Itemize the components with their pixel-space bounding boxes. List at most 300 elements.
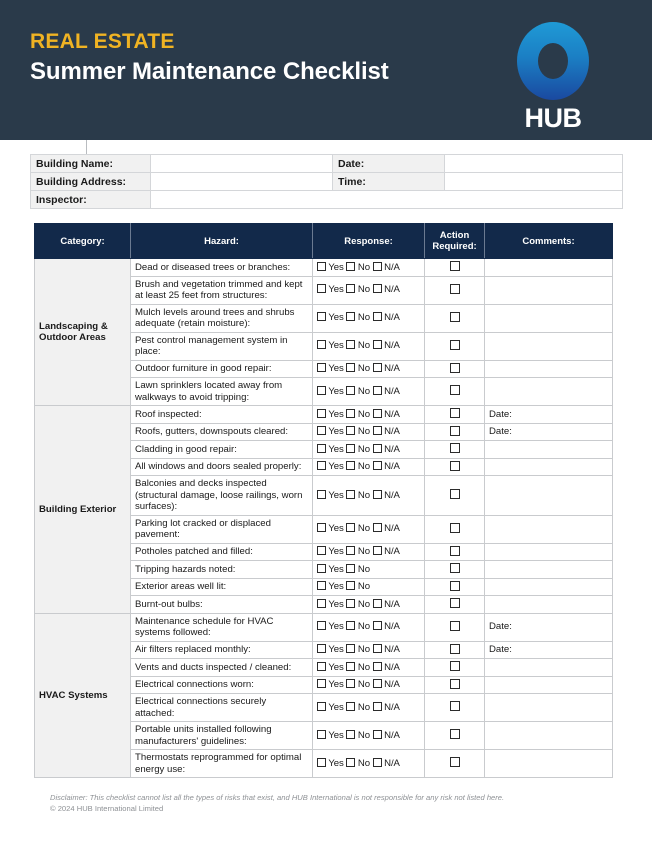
action-required-cell[interactable] bbox=[425, 676, 485, 694]
checkbox-icon[interactable] bbox=[317, 444, 326, 453]
checkbox-icon[interactable] bbox=[450, 679, 460, 689]
response-option-label: No bbox=[355, 661, 370, 673]
response-option-label: N/A bbox=[381, 757, 400, 769]
hazard-label: Parking lot cracked or displaced pavement: bbox=[131, 515, 313, 543]
checkbox-icon[interactable] bbox=[317, 312, 326, 321]
checkbox-icon[interactable] bbox=[346, 730, 355, 739]
response-option-no[interactable] bbox=[346, 426, 370, 437]
checkbox-icon[interactable] bbox=[346, 621, 355, 630]
response-option-no[interactable] bbox=[346, 702, 370, 713]
checkbox-icon[interactable] bbox=[317, 409, 326, 418]
checkbox-icon[interactable] bbox=[346, 702, 355, 711]
response-option-yes[interactable] bbox=[317, 386, 344, 397]
hazard-label: Burnt-out bulbs: bbox=[131, 596, 313, 614]
response-option-na[interactable] bbox=[373, 284, 400, 295]
response-cell bbox=[313, 458, 425, 476]
checkbox-icon[interactable] bbox=[450, 523, 460, 533]
action-required-cell[interactable] bbox=[425, 613, 485, 641]
checkbox-icon[interactable] bbox=[346, 461, 355, 470]
response-option-yes[interactable] bbox=[317, 284, 344, 295]
response-option-label: No bbox=[355, 563, 370, 575]
action-required-cell[interactable] bbox=[425, 694, 485, 722]
hazard-label: Electrical connections securely attached: bbox=[131, 694, 313, 722]
action-required-cell[interactable] bbox=[425, 406, 485, 424]
category-cell: HVAC Systems bbox=[35, 613, 131, 778]
action-required-cell[interactable] bbox=[425, 515, 485, 543]
checkbox-icon[interactable] bbox=[450, 385, 460, 395]
hazard-label: Tripping hazards noted: bbox=[131, 561, 313, 579]
response-option-no[interactable] bbox=[346, 546, 370, 557]
response-option-no[interactable] bbox=[346, 444, 370, 455]
checkbox-icon[interactable] bbox=[346, 262, 355, 271]
checkbox-icon[interactable] bbox=[450, 443, 460, 453]
hazard-label: Outdoor furniture in good repair: bbox=[131, 360, 313, 378]
comments-cell[interactable] bbox=[485, 694, 613, 722]
column-header-response: Response: bbox=[313, 224, 425, 259]
checkbox-icon[interactable] bbox=[373, 461, 382, 470]
response-cell bbox=[313, 543, 425, 561]
checkbox-icon[interactable] bbox=[373, 363, 382, 372]
comments-cell[interactable] bbox=[485, 458, 613, 476]
action-required-cell[interactable] bbox=[425, 578, 485, 596]
checkbox-icon[interactable] bbox=[373, 662, 382, 671]
checkbox-icon[interactable] bbox=[450, 757, 460, 767]
response-option-yes[interactable] bbox=[317, 409, 344, 420]
response-option-na[interactable] bbox=[373, 409, 400, 420]
checkbox-icon[interactable] bbox=[450, 489, 460, 499]
table-row bbox=[31, 155, 623, 173]
action-required-cell[interactable] bbox=[425, 750, 485, 778]
response-option-na[interactable] bbox=[373, 312, 400, 323]
action-required-cell[interactable] bbox=[425, 360, 485, 378]
building-name-input[interactable] bbox=[151, 155, 333, 173]
response-option-label: Yes bbox=[326, 729, 344, 741]
building-address-label: Building Address: bbox=[31, 173, 151, 191]
response-option-label: No bbox=[355, 523, 370, 535]
response-option-na[interactable] bbox=[373, 702, 400, 713]
action-required-cell[interactable] bbox=[425, 304, 485, 332]
response-option-label: N/A bbox=[381, 546, 400, 557]
response-option-label: No bbox=[355, 340, 370, 352]
checkbox-icon[interactable] bbox=[450, 408, 460, 418]
response-cell bbox=[313, 578, 425, 596]
response-option-label: No bbox=[355, 443, 370, 455]
comments-cell[interactable]: Date: bbox=[485, 406, 613, 424]
response-option-label: N/A bbox=[381, 729, 400, 741]
checkbox-icon[interactable] bbox=[317, 284, 326, 293]
response-option-no[interactable] bbox=[346, 409, 370, 420]
comments-cell[interactable] bbox=[485, 259, 613, 277]
hub-ring-icon bbox=[517, 22, 589, 100]
checkbox-icon[interactable] bbox=[450, 701, 460, 711]
comments-cell[interactable] bbox=[485, 596, 613, 614]
comments-cell[interactable] bbox=[485, 332, 613, 360]
response-option-na[interactable] bbox=[373, 758, 400, 769]
response-option-label: N/A bbox=[381, 385, 400, 397]
comments-cell[interactable] bbox=[485, 578, 613, 596]
comments-cell[interactable] bbox=[485, 304, 613, 332]
response-option-label: N/A bbox=[381, 598, 400, 610]
action-required-cell[interactable] bbox=[425, 259, 485, 277]
action-required-cell[interactable] bbox=[425, 332, 485, 360]
hazard-label: Roof inspected: bbox=[131, 406, 313, 424]
action-required-cell[interactable] bbox=[425, 378, 485, 406]
checkbox-icon[interactable] bbox=[346, 444, 355, 453]
action-required-cell[interactable] bbox=[425, 561, 485, 579]
checkbox-icon[interactable] bbox=[317, 662, 326, 671]
inspector-label: Inspector: bbox=[31, 191, 151, 209]
response-option-label: Yes bbox=[326, 443, 344, 455]
checkbox-icon[interactable] bbox=[450, 563, 460, 573]
checkbox-icon[interactable] bbox=[317, 581, 326, 590]
response-option-yes[interactable] bbox=[317, 312, 344, 323]
response-option-label: Yes bbox=[326, 523, 344, 535]
comments-cell[interactable]: Date: bbox=[485, 613, 613, 641]
checkbox-icon[interactable] bbox=[346, 386, 355, 395]
checkbox-icon[interactable] bbox=[317, 679, 326, 688]
response-option-label: Yes bbox=[326, 340, 344, 352]
checkbox-icon[interactable] bbox=[317, 564, 326, 573]
response-option-yes[interactable] bbox=[317, 461, 344, 472]
response-option-no[interactable] bbox=[346, 599, 370, 610]
action-required-cell[interactable] bbox=[425, 596, 485, 614]
response-option-na[interactable] bbox=[373, 340, 400, 351]
checkbox-icon[interactable] bbox=[346, 340, 355, 349]
response-option-label: Yes bbox=[326, 701, 344, 713]
response-option-label: N/A bbox=[381, 523, 400, 535]
response-option-no[interactable] bbox=[346, 340, 370, 351]
response-option-label: No bbox=[355, 261, 370, 273]
checkbox-icon[interactable] bbox=[346, 662, 355, 671]
response-option-label: Yes bbox=[326, 461, 344, 472]
checkbox-icon[interactable] bbox=[373, 312, 382, 321]
comments-cell[interactable] bbox=[485, 515, 613, 543]
response-option-no[interactable] bbox=[346, 662, 370, 673]
response-option-na[interactable] bbox=[373, 730, 400, 741]
header-eyebrow: REAL ESTATE bbox=[30, 30, 175, 53]
checkbox-icon[interactable] bbox=[450, 661, 460, 671]
checkbox-icon[interactable] bbox=[450, 363, 460, 373]
response-option-label: N/A bbox=[381, 363, 400, 374]
checkbox-icon[interactable] bbox=[450, 729, 460, 739]
response-option-no[interactable] bbox=[346, 262, 370, 273]
response-option-na[interactable] bbox=[373, 679, 400, 690]
response-option-yes[interactable] bbox=[317, 662, 344, 673]
comments-cell[interactable] bbox=[485, 659, 613, 677]
hazard-label: Brush and vegetation trimmed and kept at least 25 feet from structures: bbox=[131, 276, 313, 304]
checkbox-icon[interactable] bbox=[317, 490, 326, 499]
response-option-yes[interactable] bbox=[317, 730, 344, 741]
checkbox-icon[interactable] bbox=[346, 523, 355, 532]
building-address-input[interactable] bbox=[151, 173, 333, 191]
response-option-label: No bbox=[355, 644, 370, 655]
comments-cell[interactable] bbox=[485, 441, 613, 459]
response-option-label: No bbox=[355, 312, 370, 324]
checkbox-icon[interactable] bbox=[317, 461, 326, 470]
response-cell bbox=[313, 659, 425, 677]
comments-cell[interactable]: Date: bbox=[485, 423, 613, 441]
hazard-label: Balconies and decks inspected (structural damage, loose railings, worn surfaces): bbox=[131, 476, 313, 516]
comments-cell[interactable] bbox=[485, 561, 613, 579]
response-option-label: N/A bbox=[381, 644, 400, 655]
response-option-no[interactable] bbox=[346, 490, 370, 501]
checkbox-icon[interactable] bbox=[450, 284, 460, 294]
response-option-yes[interactable] bbox=[317, 644, 344, 655]
hazard-label: Thermostats reprogrammed for optimal energy use: bbox=[131, 750, 313, 778]
checkbox-icon[interactable] bbox=[346, 363, 355, 372]
comments-cell[interactable] bbox=[485, 676, 613, 694]
checkbox-icon[interactable] bbox=[317, 730, 326, 739]
response-option-yes[interactable] bbox=[317, 581, 344, 592]
response-option-no[interactable] bbox=[346, 730, 370, 741]
response-option-no[interactable] bbox=[346, 564, 370, 575]
response-option-label: No bbox=[355, 598, 370, 610]
checkbox-icon[interactable] bbox=[373, 444, 382, 453]
response-option-no[interactable] bbox=[346, 363, 370, 374]
hub-logo-wordmark: HUB bbox=[524, 103, 582, 133]
inspection-info-table bbox=[30, 154, 623, 209]
response-option-label: N/A bbox=[381, 408, 400, 420]
response-option-label: Yes bbox=[326, 621, 344, 633]
checkbox-icon[interactable] bbox=[317, 546, 326, 555]
action-required-cell[interactable] bbox=[425, 659, 485, 677]
response-option-yes[interactable] bbox=[317, 490, 344, 501]
checkbox-icon[interactable] bbox=[346, 426, 355, 435]
checkbox-icon[interactable] bbox=[317, 758, 326, 767]
response-option-yes[interactable] bbox=[317, 679, 344, 690]
response-option-yes[interactable] bbox=[317, 523, 344, 534]
response-option-label: N/A bbox=[381, 679, 400, 690]
comments-cell[interactable] bbox=[485, 750, 613, 778]
comments-cell[interactable] bbox=[485, 378, 613, 406]
checkbox-icon[interactable] bbox=[317, 386, 326, 395]
response-option-no[interactable] bbox=[346, 284, 370, 295]
response-option-label: No bbox=[355, 461, 370, 472]
column-header-category: Category: bbox=[35, 224, 131, 259]
response-option-yes[interactable] bbox=[317, 564, 344, 575]
maintenance-checklist-table bbox=[34, 223, 613, 778]
footer-disclaimer-block bbox=[30, 792, 622, 814]
response-cell bbox=[313, 332, 425, 360]
response-option-no[interactable] bbox=[346, 523, 370, 534]
hazard-label: Vents and ducts inspected / cleaned: bbox=[131, 659, 313, 677]
checkbox-icon[interactable] bbox=[373, 679, 382, 688]
comments-cell[interactable]: Date: bbox=[485, 641, 613, 659]
checkbox-icon[interactable] bbox=[373, 490, 382, 499]
checkbox-icon[interactable] bbox=[450, 340, 460, 350]
response-option-label: No bbox=[355, 408, 370, 420]
action-required-cell[interactable] bbox=[425, 458, 485, 476]
response-option-yes[interactable] bbox=[317, 426, 344, 437]
response-option-na[interactable] bbox=[373, 426, 400, 437]
response-option-yes[interactable] bbox=[317, 702, 344, 713]
category-cell: Landscaping & Outdoor Areas bbox=[35, 259, 131, 406]
checkbox-icon[interactable] bbox=[450, 581, 460, 591]
checkbox-icon[interactable] bbox=[373, 702, 382, 711]
response-cell bbox=[313, 276, 425, 304]
checkbox-icon[interactable] bbox=[346, 581, 355, 590]
response-option-label: Yes bbox=[326, 644, 344, 655]
checkbox-icon[interactable] bbox=[450, 426, 460, 436]
response-option-no[interactable] bbox=[346, 621, 370, 632]
response-option-na[interactable] bbox=[373, 461, 400, 472]
response-option-no[interactable] bbox=[346, 386, 370, 397]
checkbox-icon[interactable] bbox=[373, 730, 382, 739]
response-option-label: No bbox=[355, 679, 370, 690]
response-option-label: No bbox=[355, 546, 370, 557]
response-option-na[interactable] bbox=[373, 490, 400, 501]
time-input[interactable] bbox=[445, 173, 623, 191]
response-option-label: Yes bbox=[326, 408, 344, 420]
response-option-na[interactable] bbox=[373, 262, 400, 273]
inspector-input[interactable] bbox=[151, 191, 623, 209]
checkbox-icon[interactable] bbox=[450, 644, 460, 654]
checkbox-icon[interactable] bbox=[317, 599, 326, 608]
checkbox-icon[interactable] bbox=[450, 546, 460, 556]
checkbox-icon[interactable] bbox=[346, 679, 355, 688]
checkbox-icon[interactable] bbox=[317, 363, 326, 372]
response-cell bbox=[313, 304, 425, 332]
response-option-label: No bbox=[355, 757, 370, 769]
checkbox-icon[interactable] bbox=[450, 312, 460, 322]
checkbox-icon[interactable] bbox=[373, 758, 382, 767]
action-required-cell[interactable] bbox=[425, 722, 485, 750]
response-option-label: No bbox=[355, 621, 370, 633]
checkbox-icon[interactable] bbox=[450, 461, 460, 471]
checkbox-icon[interactable] bbox=[373, 644, 382, 653]
page-body bbox=[0, 140, 652, 814]
checkbox-icon[interactable] bbox=[450, 598, 460, 608]
response-option-label: Yes bbox=[326, 284, 344, 296]
checkbox-icon[interactable] bbox=[373, 621, 382, 630]
response-option-na[interactable] bbox=[373, 621, 400, 632]
checkbox-icon[interactable] bbox=[373, 284, 382, 293]
response-cell bbox=[313, 561, 425, 579]
response-option-yes[interactable] bbox=[317, 758, 344, 769]
disclaimer-text: Disclaimer: This checklist cannot list all the types of risks that exist, and HUB International is not responsible for any risk not listed here. bbox=[50, 793, 505, 802]
table-row bbox=[31, 191, 623, 209]
checkbox-icon[interactable] bbox=[317, 426, 326, 435]
response-option-yes[interactable] bbox=[317, 262, 344, 273]
action-required-cell[interactable] bbox=[425, 543, 485, 561]
action-required-cell[interactable] bbox=[425, 476, 485, 516]
response-option-label: Yes bbox=[326, 489, 344, 501]
response-option-label: No bbox=[355, 489, 370, 501]
response-option-label: No bbox=[355, 426, 370, 437]
checkbox-icon[interactable] bbox=[373, 409, 382, 418]
checkbox-icon[interactable] bbox=[346, 546, 355, 555]
hazard-label: Mulch levels around trees and shrubs adequate (retain moisture): bbox=[131, 304, 313, 332]
response-cell bbox=[313, 259, 425, 277]
response-option-no[interactable] bbox=[346, 581, 370, 592]
checkbox-icon[interactable] bbox=[346, 490, 355, 499]
decorative-tick-mark bbox=[86, 140, 87, 154]
page-title: Summer Maintenance Checklist bbox=[30, 58, 389, 85]
checkbox-icon[interactable] bbox=[373, 546, 382, 555]
action-required-cell[interactable] bbox=[425, 441, 485, 459]
response-option-no[interactable] bbox=[346, 679, 370, 690]
checkbox-icon[interactable] bbox=[317, 644, 326, 653]
response-cell bbox=[313, 694, 425, 722]
checkbox-icon[interactable] bbox=[346, 409, 355, 418]
column-header-comments: Comments: bbox=[485, 224, 613, 259]
response-option-yes[interactable] bbox=[317, 546, 344, 557]
action-required-cell[interactable] bbox=[425, 276, 485, 304]
checkbox-icon[interactable] bbox=[346, 564, 355, 573]
response-option-no[interactable] bbox=[346, 461, 370, 472]
checkbox-icon[interactable] bbox=[317, 702, 326, 711]
checkbox-icon[interactable] bbox=[373, 340, 382, 349]
checkbox-icon[interactable] bbox=[373, 262, 382, 271]
checkbox-icon[interactable] bbox=[346, 758, 355, 767]
response-option-label: Yes bbox=[326, 261, 344, 273]
response-option-yes[interactable] bbox=[317, 444, 344, 455]
response-option-na[interactable] bbox=[373, 363, 400, 374]
response-option-na[interactable] bbox=[373, 599, 400, 610]
response-cell bbox=[313, 360, 425, 378]
checkbox-icon[interactable] bbox=[450, 621, 460, 631]
response-option-na[interactable] bbox=[373, 523, 400, 534]
comments-cell[interactable] bbox=[485, 722, 613, 750]
hazard-label: Dead or diseased trees or branches: bbox=[131, 259, 313, 277]
comments-cell[interactable] bbox=[485, 360, 613, 378]
response-option-na[interactable] bbox=[373, 386, 400, 397]
response-option-label: Yes bbox=[326, 426, 344, 437]
checkbox-icon[interactable] bbox=[373, 599, 382, 608]
response-cell bbox=[313, 406, 425, 424]
hazard-label: Maintenance schedule for HVAC systems followed: bbox=[131, 613, 313, 641]
response-option-na[interactable] bbox=[373, 644, 400, 655]
response-option-yes[interactable] bbox=[317, 621, 344, 632]
response-option-label: Yes bbox=[326, 598, 344, 610]
comments-cell[interactable] bbox=[485, 476, 613, 516]
response-option-yes[interactable] bbox=[317, 340, 344, 351]
response-option-no[interactable] bbox=[346, 758, 370, 769]
checkbox-icon[interactable] bbox=[450, 261, 460, 271]
comments-cell[interactable] bbox=[485, 543, 613, 561]
checkbox-icon[interactable] bbox=[373, 523, 382, 532]
checkbox-icon[interactable] bbox=[346, 284, 355, 293]
table-row bbox=[35, 259, 613, 277]
checkbox-icon[interactable] bbox=[317, 523, 326, 532]
response-option-yes[interactable] bbox=[317, 363, 344, 374]
checkbox-icon[interactable] bbox=[317, 262, 326, 271]
action-required-cell[interactable] bbox=[425, 423, 485, 441]
checkbox-icon[interactable] bbox=[346, 599, 355, 608]
response-option-na[interactable] bbox=[373, 546, 400, 557]
response-option-label: Yes bbox=[326, 385, 344, 397]
checkbox-icon[interactable] bbox=[373, 426, 382, 435]
checkbox-icon[interactable] bbox=[317, 340, 326, 349]
response-option-label: N/A bbox=[381, 261, 400, 273]
checkbox-icon[interactable] bbox=[317, 621, 326, 630]
checkbox-icon[interactable] bbox=[346, 644, 355, 653]
page-header-banner bbox=[0, 0, 652, 140]
response-option-na[interactable] bbox=[373, 662, 400, 673]
response-option-yes[interactable] bbox=[317, 599, 344, 610]
date-input[interactable] bbox=[445, 155, 623, 173]
response-cell bbox=[313, 515, 425, 543]
action-required-cell[interactable] bbox=[425, 641, 485, 659]
response-option-no[interactable] bbox=[346, 644, 370, 655]
response-option-na[interactable] bbox=[373, 444, 400, 455]
response-option-label: No bbox=[355, 284, 370, 296]
response-option-no[interactable] bbox=[346, 312, 370, 323]
comments-cell[interactable] bbox=[485, 276, 613, 304]
checkbox-icon[interactable] bbox=[373, 386, 382, 395]
hazard-label: Electrical connections worn: bbox=[131, 676, 313, 694]
checkbox-icon[interactable] bbox=[346, 312, 355, 321]
